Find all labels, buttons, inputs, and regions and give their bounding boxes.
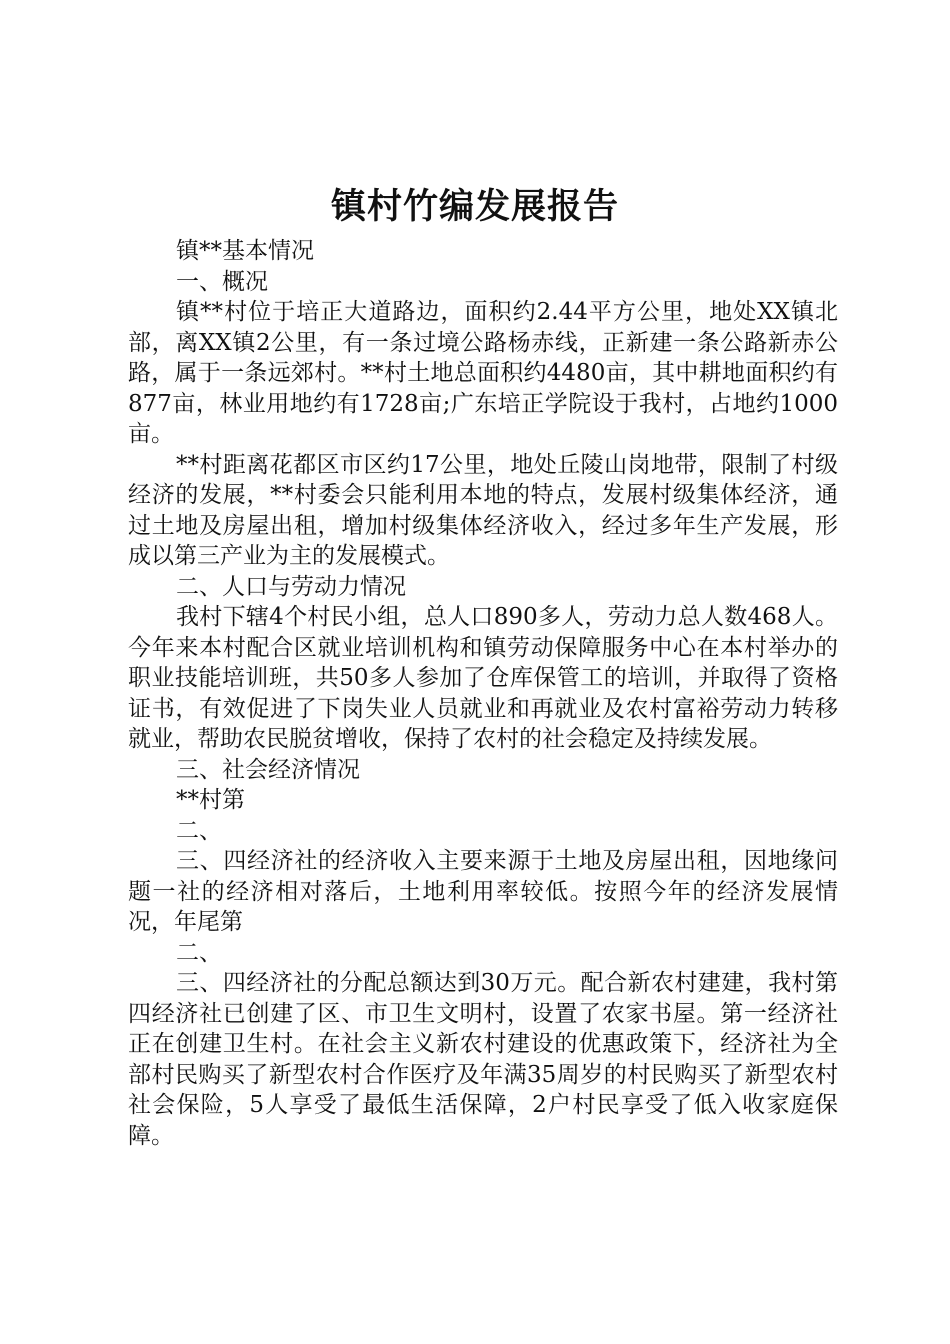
paragraph-fragment: 二、 xyxy=(176,939,222,966)
document-body xyxy=(128,236,838,1151)
paragraph-fragment: 二、 xyxy=(176,817,222,844)
paragraph-village-location: 镇**村位于培正大道路边，面积约2.44平方公里，地处XX镇北部，离XX镇2公里，有一条过境公路杨赤线，正新建一条公路新赤公路，属于一条远郊村。**村土地总面积约4480亩，其中耕地面积约有877亩，林业用地约有1728亩;广东培正学院设于我村，占地约1000亩。 xyxy=(128,299,838,447)
section-heading-socioeconomic: 三、社会经济情况 xyxy=(176,756,360,783)
document-title: 镇村竹编发展报告 xyxy=(330,187,619,227)
section-heading-basic-info: 镇**基本情况 xyxy=(176,238,314,264)
paragraph-fragment: **村第 xyxy=(176,787,245,813)
section-heading-overview: 一、概况 xyxy=(176,268,268,295)
section-heading-population: 二、人口与劳动力情况 xyxy=(176,573,406,600)
paragraph-village-economy: **村距离花都区市区约17公里，地处丘陵山岗地带，限制了村级经济的发展，**村委会只能利用本地的特点，发展村级集体经济，通过土地及房屋出租，增加村级集体经济收入，经过多年生产发展，形成以第三产业为主的发展模式。 xyxy=(128,451,838,569)
paragraph-economic-income: 三、四经济社的经济收入主要来源于土地及房屋出租，因地缘问题一社的经济相对落后，土地利用率较低。按照今年的经济发展情况，年尾第 xyxy=(128,848,838,935)
paragraph-population: 我村下辖4个村民小组，总人口890多人，劳动力总人数468人。今年来本村配合区就业培训机构和镇劳动保障服务中心在本村举办的职业技能培训班，共50多人参加了仓库保管工的培训，并取得了资格证书，有效促进了下岗失业人员就业和再就业及农村富裕劳动力转移就业，帮助农民脱贫增收，保持了农村的社会稳定及持续发展。 xyxy=(128,604,838,752)
paragraph-distribution: 三、四经济社的分配总额达到30万元。配合新农村建建，我村第四经济社已创建了区、市卫生文明村，设置了农家书屋。第一经济社正在创建卫生村。在社会主义新农村建设的优惠政策下，经济社为全部村民购买了新型农村合作医疗及年满35周岁的村民购买了新型农村社会保险，5人享受了最低生活保障，2户村民享受了低入收家庭保障。 xyxy=(128,970,838,1149)
